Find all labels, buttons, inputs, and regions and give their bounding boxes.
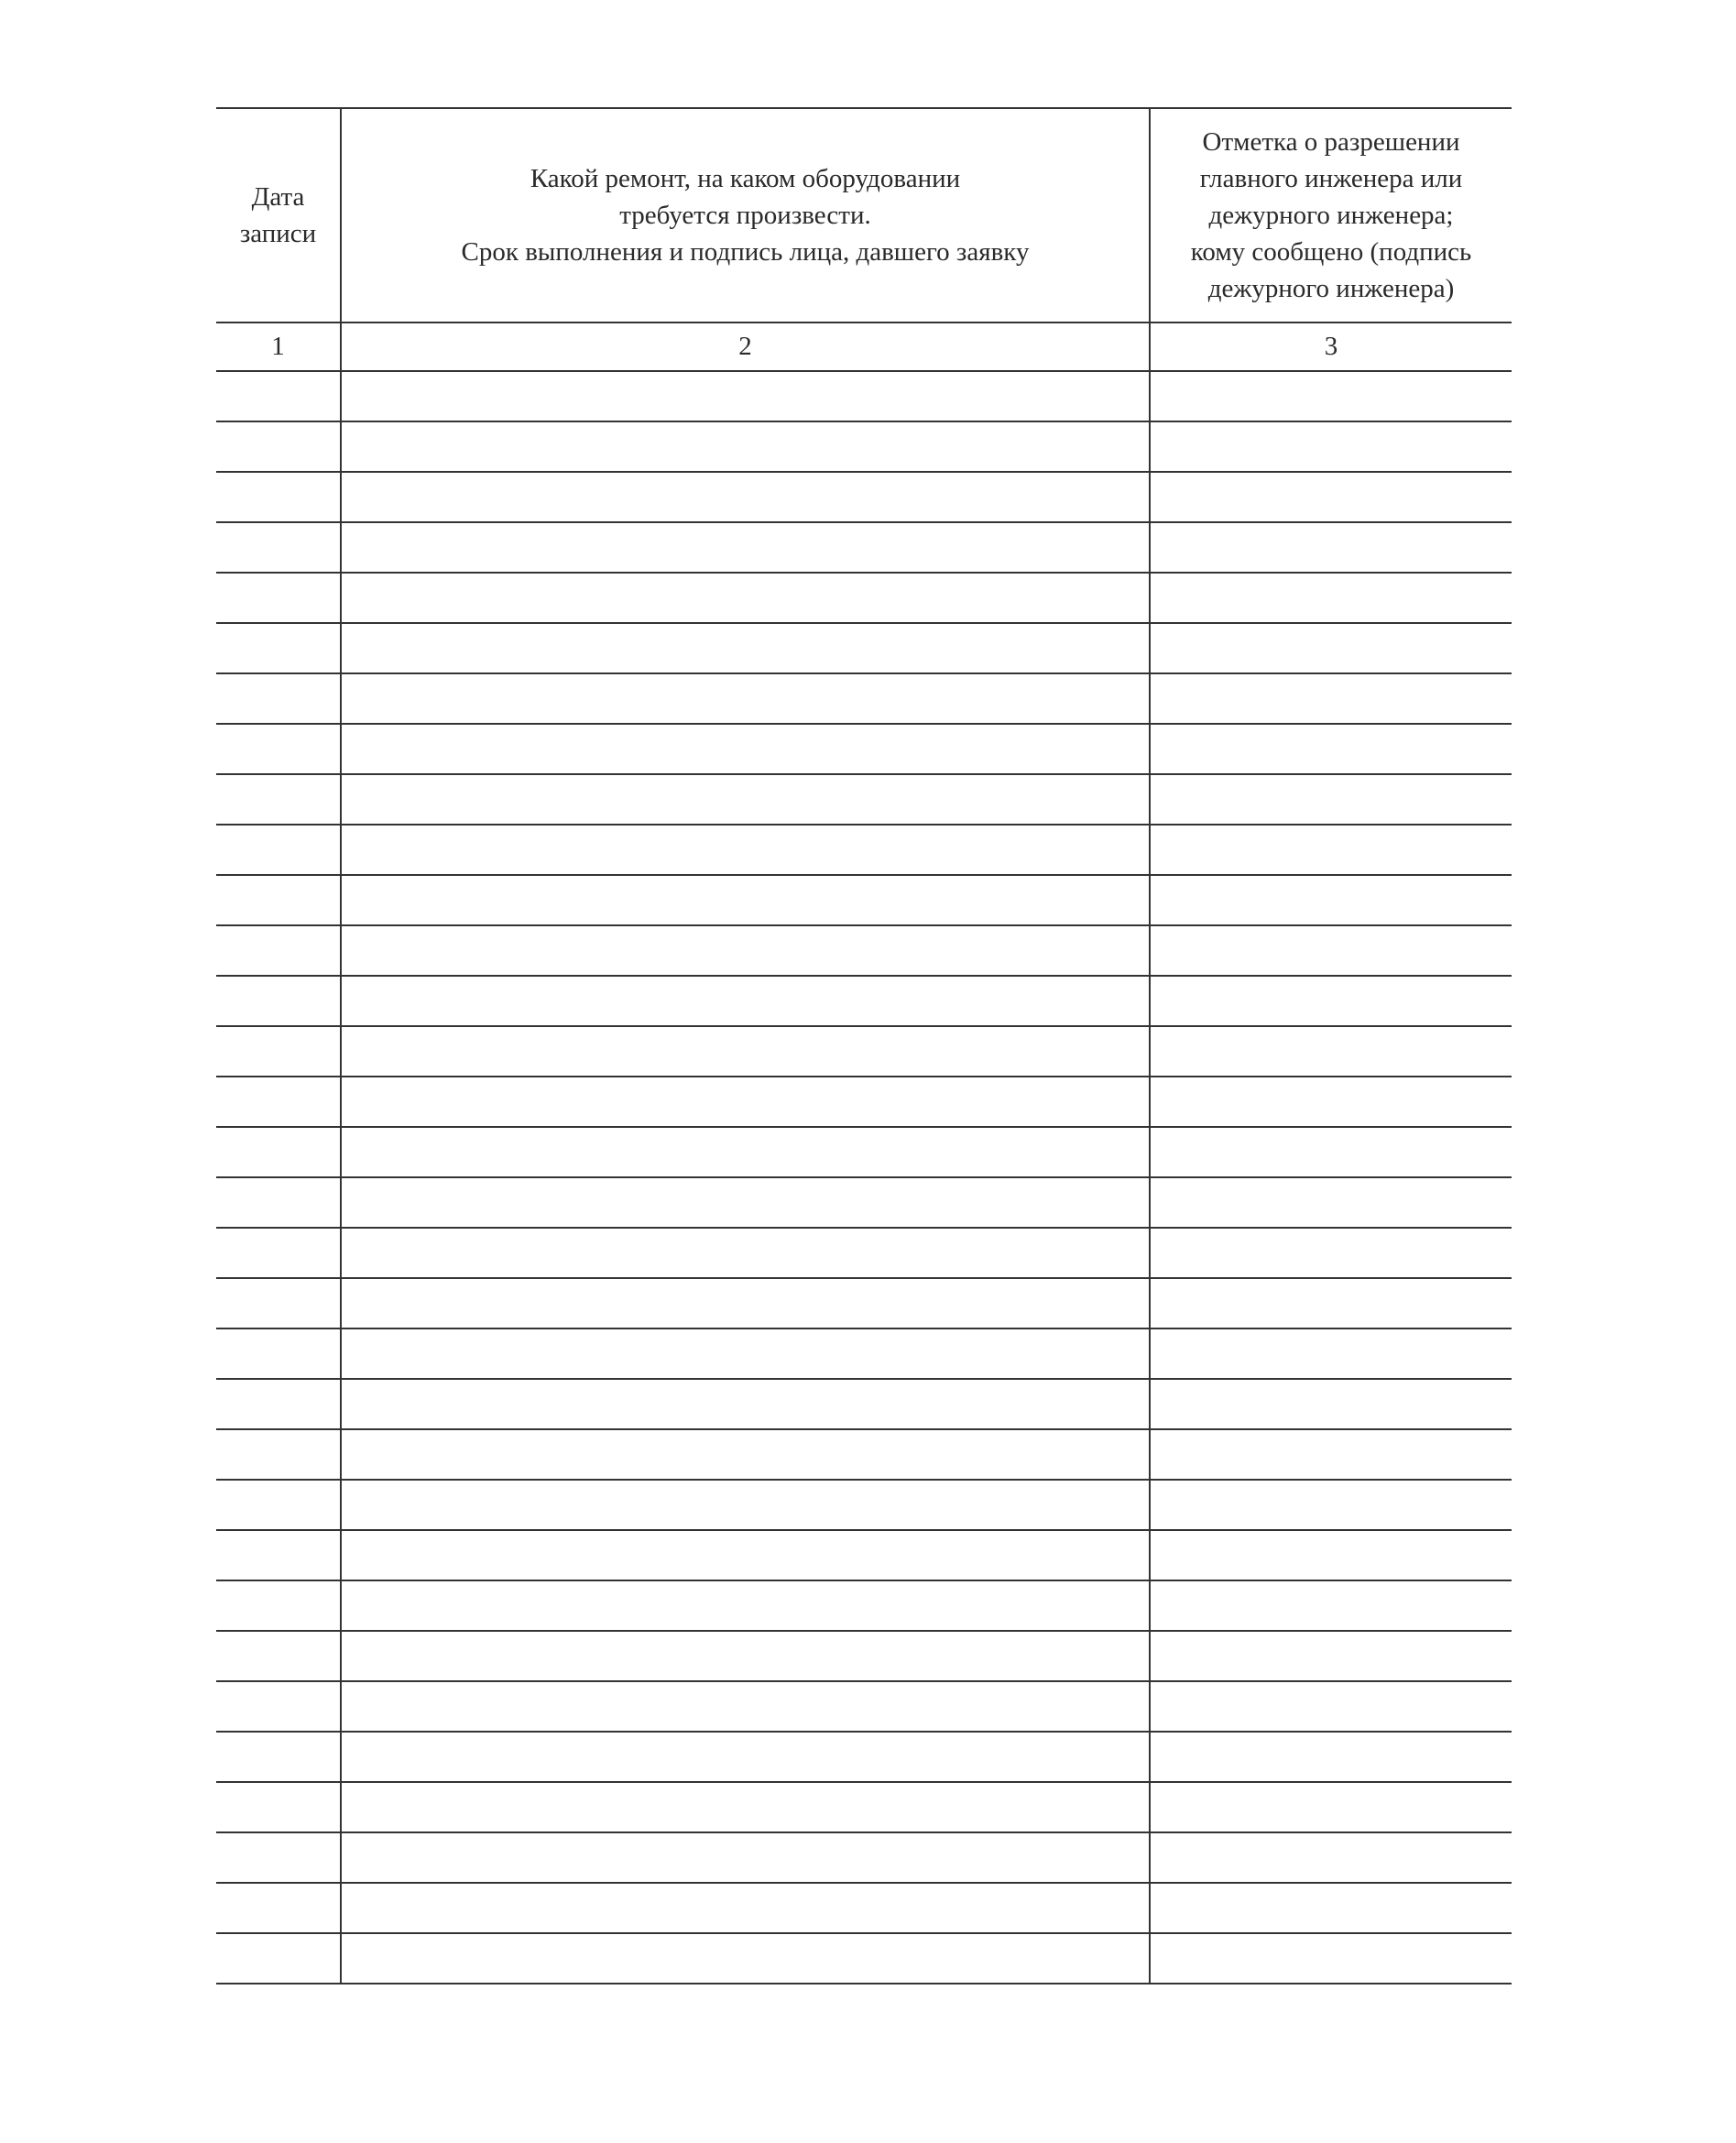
date-cell[interactable]: [216, 724, 341, 774]
table-row: [216, 1732, 1512, 1782]
approval-cell[interactable]: [1150, 925, 1512, 976]
date-cell[interactable]: [216, 1782, 341, 1832]
repair-description-cell[interactable]: [341, 1177, 1150, 1228]
table-row: [216, 925, 1512, 976]
approval-cell[interactable]: [1150, 1228, 1512, 1278]
approval-cell[interactable]: [1150, 825, 1512, 875]
repair-description-cell[interactable]: [341, 1580, 1150, 1631]
approval-cell[interactable]: [1150, 875, 1512, 925]
date-cell[interactable]: [216, 1328, 341, 1379]
repair-description-cell[interactable]: [341, 825, 1150, 875]
repair-description-cell[interactable]: [341, 976, 1150, 1026]
header-date-of-entry: [216, 108, 341, 323]
header-line: требуется произвести.: [619, 201, 871, 230]
header-repair-description: [341, 108, 1150, 323]
table-row: [216, 573, 1512, 623]
date-cell[interactable]: [216, 1429, 341, 1480]
date-cell[interactable]: [216, 1933, 341, 1984]
header-line: записи: [239, 219, 317, 248]
table-row: [216, 472, 1512, 522]
date-cell[interactable]: [216, 472, 341, 522]
column-number: 3: [1150, 323, 1512, 371]
approval-cell[interactable]: [1150, 1530, 1512, 1580]
date-cell[interactable]: [216, 976, 341, 1026]
table-row: [216, 1127, 1512, 1177]
repair-request-log-table: [216, 107, 1512, 1984]
table-row: [216, 1681, 1512, 1732]
repair-description-cell[interactable]: [341, 1530, 1150, 1580]
table-row: [216, 1631, 1512, 1681]
date-cell[interactable]: [216, 1177, 341, 1228]
date-cell[interactable]: [216, 421, 341, 472]
header-line: главного инженера или: [1199, 164, 1463, 193]
repair-description-cell[interactable]: [341, 1077, 1150, 1127]
approval-cell[interactable]: [1150, 1077, 1512, 1127]
date-cell[interactable]: [216, 673, 341, 724]
approval-cell[interactable]: [1150, 522, 1512, 573]
approval-cell[interactable]: [1150, 421, 1512, 472]
table-row: [216, 1328, 1512, 1379]
date-cell[interactable]: [216, 1228, 341, 1278]
table-row: [216, 1429, 1512, 1480]
repair-description-cell[interactable]: [341, 522, 1150, 573]
approval-cell[interactable]: [1150, 1883, 1512, 1933]
repair-description-cell[interactable]: [341, 1278, 1150, 1328]
table-row: [216, 825, 1512, 875]
repair-description-cell[interactable]: [341, 1832, 1150, 1883]
table-row: [216, 724, 1512, 774]
header-line: Срок выполнения и подпись лица, давшего заявку: [461, 237, 1030, 267]
repair-description-cell[interactable]: [341, 1883, 1150, 1933]
date-cell[interactable]: [216, 1026, 341, 1077]
table-row: [216, 421, 1512, 472]
date-cell[interactable]: [216, 875, 341, 925]
repair-description-cell[interactable]: [341, 724, 1150, 774]
approval-cell[interactable]: [1150, 1681, 1512, 1732]
repair-description-cell[interactable]: [341, 1429, 1150, 1480]
approval-cell[interactable]: [1150, 1379, 1512, 1429]
approval-cell[interactable]: [1150, 1832, 1512, 1883]
table-row: [216, 1177, 1512, 1228]
table-row: [216, 623, 1512, 673]
repair-description-cell[interactable]: [341, 1732, 1150, 1782]
approval-cell[interactable]: [1150, 1631, 1512, 1681]
repair-description-cell[interactable]: [341, 1681, 1150, 1732]
table-body: [216, 323, 1512, 1984]
date-cell[interactable]: [216, 371, 341, 421]
approval-cell[interactable]: [1150, 573, 1512, 623]
table-row: [216, 522, 1512, 573]
date-cell[interactable]: [216, 1580, 341, 1631]
date-cell[interactable]: [216, 1883, 341, 1933]
approval-cell[interactable]: [1150, 774, 1512, 825]
approval-cell[interactable]: [1150, 371, 1512, 421]
table-row: [216, 1933, 1512, 1984]
approval-cell[interactable]: [1150, 1782, 1512, 1832]
approval-cell[interactable]: [1150, 1328, 1512, 1379]
repair-description-cell[interactable]: [341, 371, 1150, 421]
table-row: [216, 1832, 1512, 1883]
table-row: [216, 1480, 1512, 1530]
repair-description-cell[interactable]: [341, 774, 1150, 825]
date-cell[interactable]: [216, 1530, 341, 1580]
approval-cell[interactable]: [1150, 623, 1512, 673]
approval-cell[interactable]: [1150, 1177, 1512, 1228]
date-cell[interactable]: [216, 1379, 341, 1429]
repair-description-cell[interactable]: [341, 1228, 1150, 1278]
approval-cell[interactable]: [1150, 1580, 1512, 1631]
table-row: [216, 1026, 1512, 1077]
approval-cell[interactable]: [1150, 1933, 1512, 1984]
approval-cell[interactable]: [1150, 724, 1512, 774]
approval-cell[interactable]: [1150, 673, 1512, 724]
date-cell[interactable]: [216, 1631, 341, 1681]
column-number: 2: [341, 323, 1150, 371]
repair-description-cell[interactable]: [341, 472, 1150, 522]
table-row: [216, 673, 1512, 724]
repair-description-cell[interactable]: [341, 673, 1150, 724]
date-cell[interactable]: [216, 1681, 341, 1732]
repair-description-cell[interactable]: [341, 1933, 1150, 1984]
table-row: [216, 1530, 1512, 1580]
table-row: [216, 1379, 1512, 1429]
table-row: [216, 1228, 1512, 1278]
approval-cell[interactable]: [1150, 472, 1512, 522]
table-row: [216, 875, 1512, 925]
repair-description-cell[interactable]: [341, 1631, 1150, 1681]
approval-cell[interactable]: [1150, 976, 1512, 1026]
date-cell[interactable]: [216, 1127, 341, 1177]
repair-description-cell[interactable]: [341, 1480, 1150, 1530]
repair-description-cell[interactable]: [341, 573, 1150, 623]
repair-description-cell[interactable]: [341, 1127, 1150, 1177]
approval-cell[interactable]: [1150, 1732, 1512, 1782]
table-row: [216, 371, 1512, 421]
table-row: [216, 1883, 1512, 1933]
date-cell[interactable]: [216, 1732, 341, 1782]
header-line: Отметка о разрешении: [1202, 127, 1460, 157]
repair-description-cell[interactable]: [341, 1026, 1150, 1077]
approval-cell[interactable]: [1150, 1429, 1512, 1480]
date-cell[interactable]: [216, 1480, 341, 1530]
table-row: [216, 1278, 1512, 1328]
date-cell[interactable]: [216, 925, 341, 976]
header-line: Дата: [251, 182, 305, 212]
date-cell[interactable]: [216, 1077, 341, 1127]
table-row: [216, 1077, 1512, 1127]
table-row: [216, 774, 1512, 825]
date-cell[interactable]: [216, 1278, 341, 1328]
table-row: [216, 976, 1512, 1026]
column-number-row: [216, 323, 1512, 371]
repair-description-cell[interactable]: [341, 1328, 1150, 1379]
date-cell[interactable]: [216, 825, 341, 875]
repair-description-cell[interactable]: [341, 1379, 1150, 1429]
approval-cell[interactable]: [1150, 1026, 1512, 1077]
repair-description-cell[interactable]: [341, 925, 1150, 976]
repair-description-cell[interactable]: [341, 421, 1150, 472]
date-cell[interactable]: [216, 522, 341, 573]
table-row: [216, 1580, 1512, 1631]
approval-cell[interactable]: [1150, 1127, 1512, 1177]
repair-description-cell[interactable]: [341, 1782, 1150, 1832]
column-number: 1: [216, 323, 341, 371]
table-row: [216, 1782, 1512, 1832]
header-line: дежурного инженера;: [1208, 201, 1454, 230]
header-line: Какой ремонт, на каком оборудовании: [530, 164, 961, 193]
date-cell[interactable]: [216, 1832, 341, 1883]
approval-cell[interactable]: [1150, 1480, 1512, 1530]
header-row: [216, 108, 1512, 323]
repair-description-cell[interactable]: [341, 623, 1150, 673]
header-line: кому сообщено (подпись: [1190, 237, 1472, 267]
repair-description-cell[interactable]: [341, 875, 1150, 925]
header-line: дежурного инженера): [1207, 274, 1455, 303]
date-cell[interactable]: [216, 573, 341, 623]
date-cell[interactable]: [216, 623, 341, 673]
header-engineer-approval: [1150, 108, 1512, 323]
approval-cell[interactable]: [1150, 1278, 1512, 1328]
date-cell[interactable]: [216, 774, 341, 825]
